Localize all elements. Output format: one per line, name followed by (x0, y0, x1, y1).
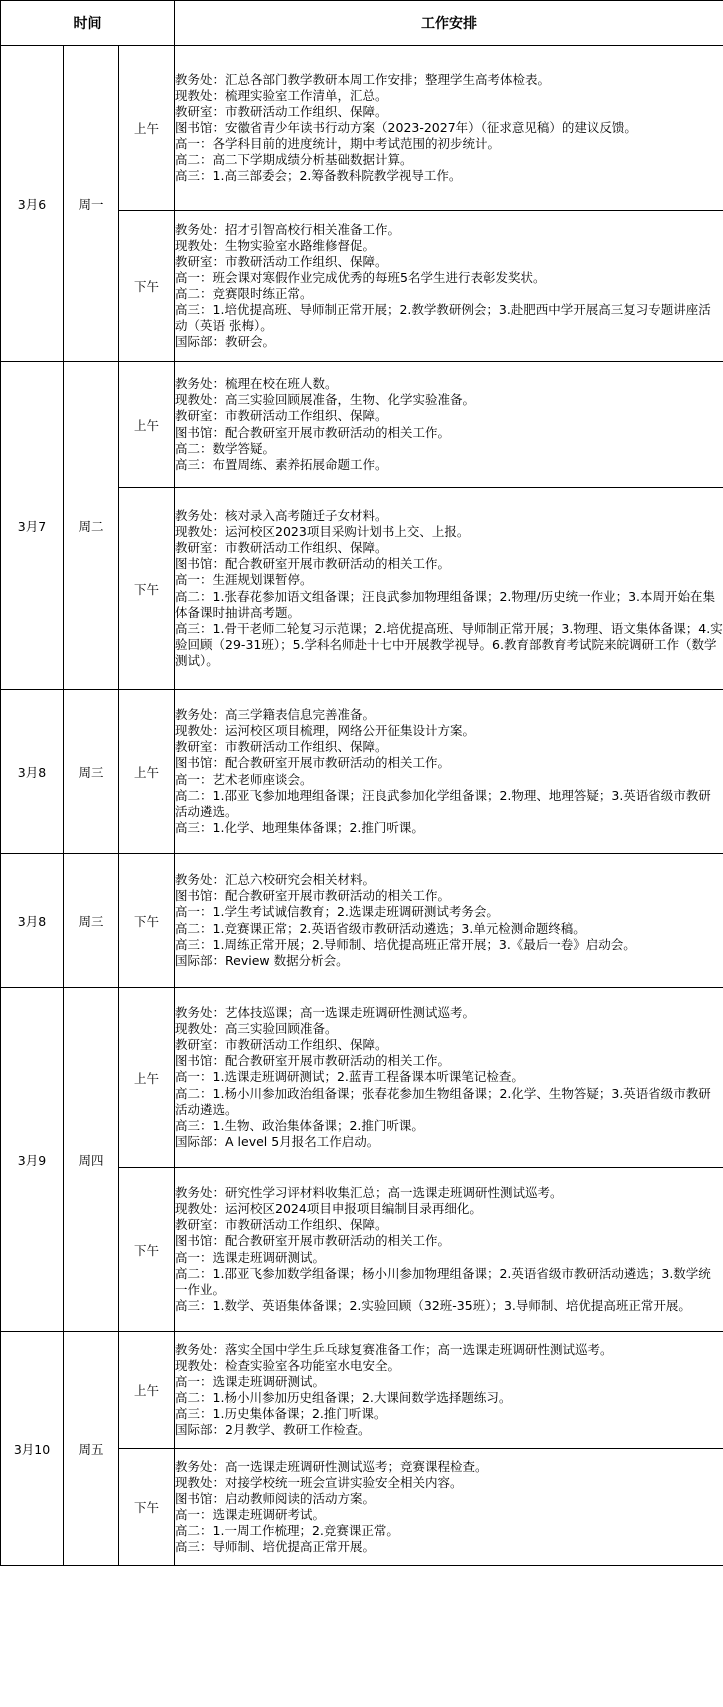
header-row (1, 1, 723, 46)
work-item: 高二：竞赛限时练正常。 (175, 286, 313, 301)
work-item: 图书馆：配合教研室开展市教研活动的相关工作。 (175, 1053, 451, 1069)
work-item: 教务处：艺体技巡课；高一选课走班调研性测试巡考。 (175, 1005, 476, 1021)
half-day-cell: 上午 (119, 46, 175, 211)
work-item: 高二：1.张春花参加语文组备课；汪良武参加物理组备课；2.物理/历史统一作业；3.本周开始在集体备课时抽讲高考题。 (175, 588, 716, 620)
work-item: 现教处：运河校区2023项目采购计划书上交、上报。 (175, 524, 470, 540)
schedule-row (1, 988, 723, 1168)
work-content-cell (175, 1332, 723, 1449)
schedule-row (1, 362, 723, 488)
work-item: 国际部：2月教学、教研工作检查。 (175, 1422, 371, 1438)
schedule-row (1, 1332, 723, 1449)
weekday-cell: 周二 (64, 362, 119, 690)
half-day-cell: 上午 (119, 690, 175, 854)
work-item: 高一：1.选课走班调研测试；2.蓝青工程备课本听课笔记检查。 (175, 1069, 524, 1085)
work-item: 现教处：生物实验室水路维修督促。 (175, 237, 376, 253)
work-item: 教研室：市教研活动工作组织、保障。 (175, 1217, 388, 1233)
date-cell: 3月8 (1, 854, 64, 988)
work-item: 图书馆：安徽省青少年读书行动方案（2023-2027年）（征求意见稿）的建议反馈。 (175, 119, 637, 135)
work-item: 高三：1.历史集体备课；2.推门听课。 (175, 1406, 387, 1422)
work-item: 国际部：教研会。 (175, 334, 276, 350)
work-item: 教务处：研究性学习评材料收集汇总；高一选课走班调研性测试巡考。 (175, 1185, 563, 1201)
work-item: 教务处：招才引智高校行相关准备工作。 (175, 221, 401, 237)
work-item: 图书馆：配合教研室开展市教研活动的相关工作。 (175, 755, 451, 771)
work-item: 高三：1.骨干老师二轮复习示范课；2.培优提高班、导师制正常开展；3.物理、语文集体备课；4.实验回顾（29-31班）；5.学科名师赴十七中开展教学视导。6.教育部教育考试院来皖调研工作（数学测试）。 (175, 620, 723, 668)
schedule-row (1, 690, 723, 854)
half-day-cell: 下午 (119, 488, 175, 690)
work-item: 教研室：市教研活动工作组织、保障。 (175, 739, 388, 755)
work-item: 图书馆：配合教研室开展市教研活动的相关工作。 (175, 556, 451, 572)
weekday-cell: 周五 (64, 1332, 119, 1566)
work-item: 图书馆：启动教师阅读的活动方案。 (175, 1490, 376, 1506)
work-item: 高三：1.高三部委会；2.筹备教科院教学视导工作。 (175, 168, 462, 184)
work-item: 高二：1.杨小川参加政治组备课；张春花参加生物组备课；2.化学、生物答疑；3.英语省级市教研活动遴选。 (175, 1085, 711, 1117)
work-item: 高二：高二下学期成绩分析基础数据计算。 (175, 152, 413, 168)
work-item: 图书馆：配合教研室开展市教研活动的相关工作。 (175, 424, 451, 440)
work-item: 高一：各学科目前的进度统计，期中考试范围的初步统计。 (175, 136, 501, 152)
work-item: 国际部：A level 5月报名工作启动。 (175, 1133, 380, 1149)
half-day-cell: 上午 (119, 988, 175, 1168)
work-item: 高一：班会课对寒假作业完成优秀的每班5名学生进行表彰发奖状。 (175, 269, 546, 285)
schedule-row (1, 854, 723, 988)
work-item: 高二：1.邵亚飞参加数学组备课；杨小川参加物理组备课；2.英语省级市教研活动遴选；3.数学统一作业。 (175, 1265, 711, 1297)
work-item: 高三：1.数学、英语集体备课；2.实验回顾（32班-35班）；3.导师制、培优提高班正常开展。 (175, 1297, 691, 1313)
work-item: 教研室：市教研活动工作组织、保障。 (175, 408, 388, 424)
work-content-cell (175, 211, 723, 362)
work-item: 高二：1.一周工作梳理；2.竞赛课正常。 (175, 1523, 399, 1539)
work-item: 高二：1.竞赛课正常；2.英语省级市教研活动遴选；3.单元检测命题终稿。 (175, 920, 586, 936)
date-cell: 3月9 (1, 988, 64, 1332)
weekday-cell: 周四 (64, 988, 119, 1332)
work-item: 现教处：运河校区2024项目申报项目编制目录再细化。 (175, 1201, 482, 1217)
work-item: 高三：1.培优提高班、导师制正常开展；2.教学教研例会；3.赴肥西中学开展高三复习专题讲座活动（英语 张梅）。 (175, 302, 711, 334)
half-day-cell: 下午 (119, 211, 175, 362)
work-item: 现教处：对接学校统一班会宣讲实验安全相关内容。 (175, 1474, 463, 1490)
work-item: 高一：选课走班调研测试。 (175, 1373, 326, 1389)
work-item: 教务处：核对录入高考随迁子女材料。 (175, 508, 388, 524)
weekday-cell: 周三 (64, 690, 119, 854)
weekday-cell: 周一 (64, 46, 119, 362)
work-content-cell (175, 690, 723, 854)
work-item: 现教处：检查实验室各功能室水电安全。 (175, 1357, 401, 1373)
work-item: 高一：1.学生考试诚信教育；2.选课走班调研测试考务会。 (175, 904, 499, 920)
header-time: 时间 (1, 1, 175, 46)
work-item: 高三：1.周练正常开展；2.导师制、培优提高班正常开展；3.《最后一卷》启动会。 (175, 936, 636, 952)
work-item: 教研室：市教研活动工作组织、保障。 (175, 540, 388, 556)
schedule-body (1, 46, 723, 1566)
work-item: 现教处：运河校区项目梳理，网络公开征集设计方案。 (175, 723, 476, 739)
date-cell: 3月6 (1, 46, 64, 362)
work-item: 高一：选课走班调研测试。 (175, 1249, 326, 1265)
work-item: 教研室：市教研活动工作组织、保障。 (175, 103, 388, 119)
work-item: 教务处：梳理在校在班人数。 (175, 376, 338, 392)
work-item: 教务处：高三学籍表信息完善准备。 (175, 707, 376, 723)
work-item: 教研室：市教研活动工作组织、保障。 (175, 253, 388, 269)
work-item: 现教处：高三实验回顾展准备，生物、化学实验准备。 (175, 392, 476, 408)
work-item: 高二：1.邵亚飞参加地理组备课；汪良武参加化学组备课；2.物理、地理答疑；3.英语省级市教研活动遴选。 (175, 787, 711, 819)
work-item: 教务处：汇总各部门教学教研本周工作安排；整理学生高考体检表。 (175, 71, 551, 87)
work-item: 教务处：落实全国中学生乒乓球复赛准备工作；高一选课走班调研性测试巡考。 (175, 1341, 613, 1357)
half-day-cell: 下午 (119, 1168, 175, 1332)
work-item: 图书馆：配合教研室开展市教研活动的相关工作。 (175, 888, 451, 904)
work-item: 高一：选课走班调研考试。 (175, 1507, 326, 1522)
work-content-cell (175, 1449, 723, 1566)
schedule-row (1, 46, 723, 211)
work-item: 教务处：汇总六校研究会相关材料。 (175, 872, 376, 888)
work-item: 高三：1.生物、政治集体备课；2.推门听课。 (175, 1117, 424, 1133)
half-day-cell: 上午 (119, 1332, 175, 1449)
weekday-cell: 周三 (64, 854, 119, 988)
date-cell: 3月10 (1, 1332, 64, 1566)
work-item: 教务处：高一选课走班调研性测试巡考；竞赛课程检查。 (175, 1458, 488, 1474)
work-item: 高三：1.化学、地理集体备课；2.推门听课。 (175, 819, 424, 835)
work-content-cell (175, 46, 723, 211)
work-content-cell (175, 488, 723, 690)
date-cell: 3月8 (1, 690, 64, 854)
work-content-cell (175, 362, 723, 488)
work-item: 高二：数学答疑。 (175, 440, 276, 456)
header-work: 工作安排 (175, 1, 723, 46)
work-item: 高一：生涯规划课暂停。 (175, 572, 313, 588)
work-item: 现教处：梳理实验室工作清单，汇总。 (175, 87, 388, 103)
work-content-cell (175, 1168, 723, 1332)
work-item: 高三：布置周练、素养拓展命题工作。 (175, 456, 388, 472)
work-item: 国际部：Review 数据分析会。 (175, 952, 349, 968)
work-item: 高二：1.杨小川参加历史组备课；2.大课间数学选择题练习。 (175, 1390, 512, 1405)
work-content-cell (175, 854, 723, 988)
half-day-cell: 上午 (119, 362, 175, 488)
work-item: 高三：导师制、培优提高正常开展。 (175, 1539, 376, 1555)
date-cell: 3月7 (1, 362, 64, 690)
work-content-cell (175, 988, 723, 1168)
work-item: 现教处：高三实验回顾准备。 (175, 1021, 338, 1037)
half-day-cell: 下午 (119, 854, 175, 988)
work-item: 教研室：市教研活动工作组织、保障。 (175, 1037, 388, 1053)
work-item: 图书馆：配合教研室开展市教研活动的相关工作。 (175, 1233, 451, 1249)
half-day-cell: 下午 (119, 1449, 175, 1566)
work-item: 高一：艺术老师座谈会。 (175, 771, 313, 787)
